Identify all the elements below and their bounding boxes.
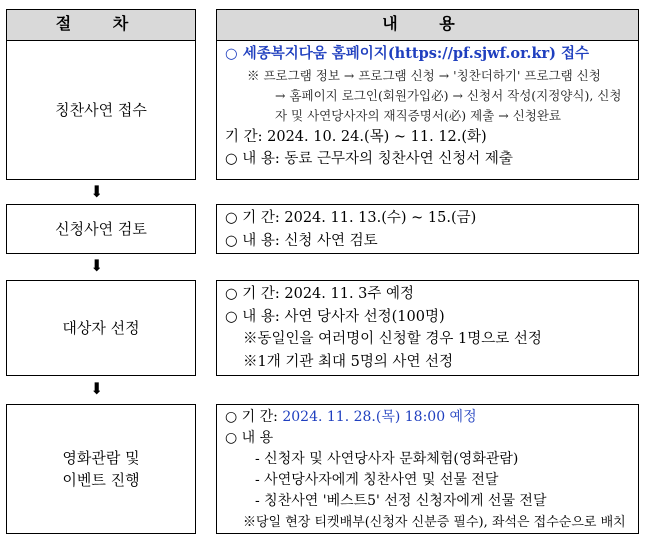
step-3-desc: ○ 내 용: 사연 당사자 선정(100명) (225, 308, 445, 325)
step-4-item-1: - 신청자 및 사연당사자 문화체험(영화관람) (255, 451, 519, 467)
arrow-down-icon: ⬇ (90, 256, 104, 275)
step-3-label (6, 280, 196, 376)
arrow-down-icon: ⬇ (90, 379, 104, 398)
step-4-text-line-1: 영화관람 및 (62, 449, 140, 467)
step-1-note-2: → 홈페이지 로그인(회원가입必) → 신청서 작성(지정양식), 신청 (275, 87, 622, 103)
step-4-note: ※당일 현장 티켓배부(신청자 신분증 필수), 좌석은 접수순으로 배치 (243, 515, 626, 530)
step-1-note-3: 자 및 사연당사자의 재직증명서(必) 제출 → 신청완료 (275, 107, 561, 123)
step-1-desc: ○ 내 용: 동료 근무자의 칭찬사연 신청서 제출 (225, 151, 513, 167)
step-1-period: 기 간: 2024. 10. 24.(목) ~ 11. 12.(화) (225, 128, 487, 145)
step-2-label (6, 204, 196, 254)
step-2-period: ○ 기 간: 2024. 11. 13.(수) ~ 15.(금) (225, 210, 477, 226)
step-1-note-1: ※ 프로그램 정보 → 프로그램 신청 → '칭찬더하기' 프로그램 신청 (247, 67, 601, 83)
step-4-item-3: - 칭찬사연 '베스트5' 선정 신청자에게 선물 전달 (255, 493, 547, 509)
step-4-period (225, 407, 630, 428)
step-4-text-line-2: 이벤트 진행 (62, 471, 140, 489)
step-3-note-1: ※동일인을 여러명이 신청할 경우 1명으로 선정 (243, 331, 542, 347)
step-1-content (216, 40, 639, 180)
step-2-text: 신청사연 검토 (55, 220, 147, 238)
step-2-content (216, 204, 639, 254)
step-1-text: 칭찬사연 접수 (55, 101, 147, 119)
step-3-content (216, 280, 639, 376)
step-3-note-2: ※1개 기관 최대 5명의 사연 선정 (243, 353, 454, 370)
step-3-period: ○ 기 간: 2024. 11. 3주 예정 (225, 286, 415, 302)
header-procedure: 절 차 (6, 9, 196, 41)
step-1-label (6, 40, 196, 180)
step-2-desc: ○ 내 용: 신청 사연 검토 (225, 232, 378, 249)
step-4-period-value: 2024. 11. 28.(목) 18:00 예정 (282, 409, 477, 425)
step-3-text: 대상자 선정 (62, 319, 140, 337)
step-1-title: ○ 세종복지다움 홈페이지(https://pf.sjwf.or.kr) 접수 (225, 45, 590, 62)
step-4-item-2: - 사연당사자에게 칭찬사연 및 선물 전달 (255, 472, 499, 488)
arrow-down-icon: ⬇ (90, 182, 104, 201)
step-4-period-label: ○ 기 간: (225, 409, 283, 425)
step-4-desc: ○ 내 용 (225, 430, 274, 446)
header-content: 내 용 (216, 9, 639, 41)
step-4-content (216, 404, 639, 534)
step-4-label (6, 404, 196, 534)
